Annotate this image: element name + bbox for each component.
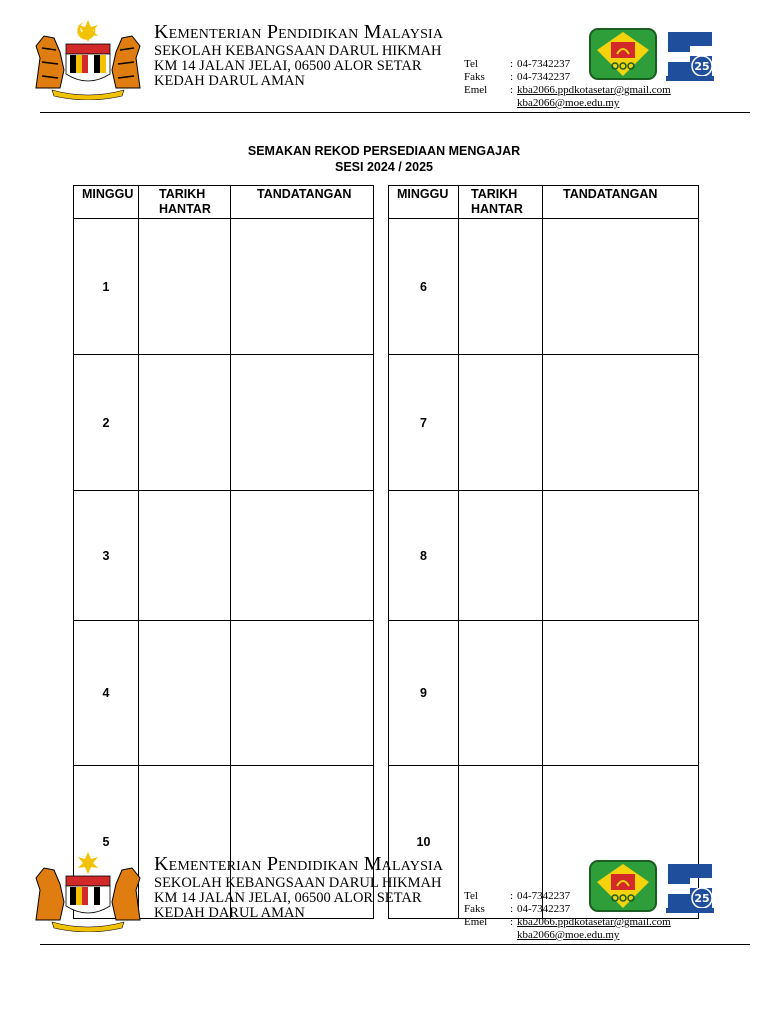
- signature-cell[interactable]: [543, 355, 699, 491]
- col-header-week: MINGGU: [74, 186, 139, 219]
- signature-cell[interactable]: [543, 621, 699, 766]
- anniversary-25-logo: [662, 26, 718, 82]
- week-number: 9: [389, 621, 459, 766]
- table-row: [389, 491, 699, 621]
- col-header-date: TARIKH HANTAR: [139, 186, 231, 219]
- week-number: 5: [74, 766, 139, 919]
- week-number: 10: [389, 766, 459, 919]
- table-row: [74, 355, 374, 491]
- record-table-left: [73, 185, 374, 919]
- date-cell[interactable]: [459, 621, 543, 766]
- document-heading: [0, 143, 768, 175]
- date-cell[interactable]: [139, 355, 231, 491]
- letterhead-text: [154, 20, 443, 89]
- email-label: Emel: [464, 916, 488, 928]
- colon: :: [510, 58, 514, 70]
- signature-cell[interactable]: [543, 219, 699, 355]
- school-logo: [589, 860, 657, 912]
- table-row: [389, 621, 699, 766]
- address-line-2: KEDAH DARUL AMAN: [154, 905, 305, 921]
- date-cell[interactable]: [139, 621, 231, 766]
- letterhead-bottom: [0, 832, 768, 952]
- colon: :: [510, 903, 514, 915]
- signature-cell[interactable]: [231, 219, 374, 355]
- header-divider: [40, 112, 750, 113]
- tel-value: 04-7342237: [517, 58, 571, 70]
- col-header-signature: TANDATANGAN: [231, 186, 374, 219]
- colon: :: [510, 890, 514, 902]
- table-row: [389, 219, 699, 355]
- address-line-1: KM 14 JALAN JELAI, 06500 ALOR SETAR: [154, 890, 422, 906]
- address-line-1: KM 14 JALAN JELAI, 06500 ALOR SETAR: [154, 58, 422, 74]
- letterhead-top: [0, 0, 768, 120]
- email-link-1[interactable]: kba2066.ppdkotasetar@gmail.com: [517, 84, 671, 96]
- anniversary-25-logo: [662, 858, 718, 914]
- ministry-name: Kementerian Pendidikan Malaysia: [154, 21, 444, 43]
- tel-label: Tel: [464, 58, 478, 70]
- col-header-date: TARIKH HANTAR: [459, 186, 543, 219]
- badge-number: 25: [694, 60, 710, 73]
- school-name: SEKOLAH KEBANGSAAN DARUL HIKMAH: [154, 875, 442, 891]
- week-number: 1: [74, 219, 139, 355]
- col-header-week: MINGGU: [389, 186, 459, 219]
- date-cell[interactable]: [459, 355, 543, 491]
- session-label: SESI 2024 / 2025: [335, 160, 433, 174]
- badge-number: 25: [694, 892, 710, 905]
- contact-email: [464, 916, 671, 929]
- school-name: SEKOLAH KEBANGSAAN DARUL HIKMAH: [154, 43, 442, 59]
- address-line-2: KEDAH DARUL AMAN: [154, 73, 305, 89]
- colon: :: [510, 916, 514, 928]
- signature-cell[interactable]: [231, 491, 374, 621]
- colon: :: [510, 71, 514, 83]
- email-link-2[interactable]: kba2066@moe.edu.my: [517, 97, 620, 109]
- week-number: 4: [74, 621, 139, 766]
- footer-divider: [40, 944, 750, 945]
- coat-of-arms-crest: [30, 18, 146, 100]
- col-header-signature: TANDATANGAN: [543, 186, 699, 219]
- table-row: [74, 219, 374, 355]
- signature-cell[interactable]: [543, 491, 699, 621]
- table-header-row: [389, 186, 699, 219]
- fax-label: Faks: [464, 71, 485, 83]
- table-row: [74, 621, 374, 766]
- table-row: [74, 491, 374, 621]
- signature-cell[interactable]: [231, 621, 374, 766]
- week-number: 3: [74, 491, 139, 621]
- week-number: 7: [389, 355, 459, 491]
- coat-of-arms-crest: [30, 850, 146, 932]
- week-number: 6: [389, 219, 459, 355]
- date-cell[interactable]: [139, 491, 231, 621]
- ministry-name: Kementerian Pendidikan Malaysia: [154, 853, 444, 875]
- date-cell[interactable]: [459, 491, 543, 621]
- table-header-row: [74, 186, 374, 219]
- contact-email: [464, 84, 671, 97]
- email-label: Emel: [464, 84, 488, 96]
- letterhead-text: [154, 852, 443, 921]
- tel-label: Tel: [464, 890, 478, 902]
- colon: :: [510, 84, 514, 96]
- fax-label: Faks: [464, 903, 485, 915]
- document-title: SEMAKAN REKOD PERSEDIAAN MENGAJAR: [247, 144, 521, 158]
- school-logo: [589, 28, 657, 80]
- date-cell[interactable]: [139, 219, 231, 355]
- email-link-2[interactable]: kba2066@moe.edu.my: [517, 929, 620, 941]
- table-row: [389, 355, 699, 491]
- week-number: 8: [389, 491, 459, 621]
- tel-value: 04-7342237: [517, 890, 571, 902]
- fax-value: 04-7342237: [517, 71, 571, 83]
- email-link-1[interactable]: kba2066.ppdkotasetar@gmail.com: [517, 916, 671, 928]
- week-number: 2: [74, 355, 139, 491]
- record-table-right: [388, 185, 699, 919]
- fax-value: 04-7342237: [517, 903, 571, 915]
- date-cell[interactable]: [459, 219, 543, 355]
- signature-cell[interactable]: [231, 355, 374, 491]
